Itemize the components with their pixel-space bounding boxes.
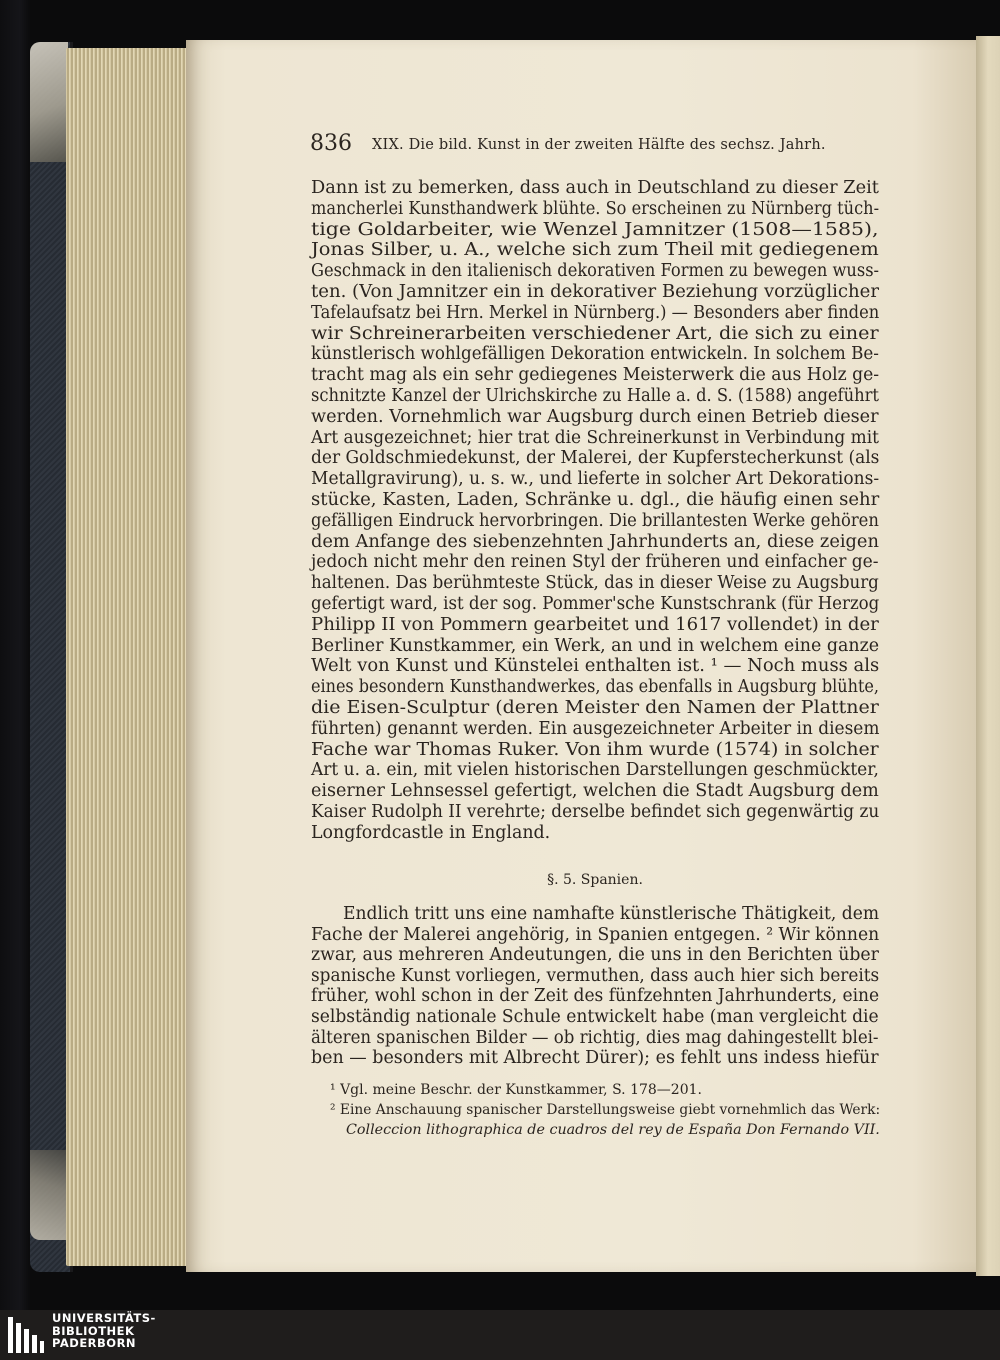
text-line: schnitzte Kanzel der Ulrichskirche zu Halle a. d. S. (1588) angeführt xyxy=(311,386,879,406)
text-line: Endlich tritt uns eine namhafte künstlerische Thätigkeit, dem xyxy=(343,904,880,924)
text-line: ben — besonders mit Albrecht Dürer); es fehlt uns indess hiefür xyxy=(311,1048,879,1069)
library-name-line: BIBLIOTHEK xyxy=(52,1323,135,1338)
text-line: selbständig nationale Schule entwickelt habe (man vergleicht die xyxy=(311,1007,879,1027)
text-line: führten) genannt werden. Ein ausgezeichneter Arbeiter in diesem xyxy=(311,718,880,739)
text-line: Fache der Malerei angehörig, in Spanien entgegen. ² Wir können xyxy=(311,924,880,945)
library-name-line: UNIVERSITÄTS- xyxy=(52,1311,156,1325)
library-logo-icon xyxy=(6,1315,46,1355)
page-edges xyxy=(66,48,188,1266)
text-line: spanische Kunst vorliegen, vermuthen, dass auch hier sich bereits xyxy=(311,965,880,986)
text-line: gefälligen Eindruck hervorbringen. Die brillantesten Werke gehören xyxy=(311,510,879,531)
text-line: mancherlei Kunsthandwerk blühte. So erscheinen zu Nürnberg tüch- xyxy=(311,198,880,219)
text-line: tige Goldarbeiter, wie Wenzel Jamnitzer (1508—1585), xyxy=(311,219,879,240)
text-line: Kaiser Rudolph II verehrte; derselbe befindet sich gegenwärtig zu xyxy=(311,802,880,822)
text-line: Philipp II von Pommern gearbeitet und 1617 vollendet) in der xyxy=(311,614,879,635)
page-header xyxy=(310,131,880,161)
text-line: künstlerisch wohlgefälligen Dekoration entwickeln. In solchem Be- xyxy=(311,344,879,365)
text-line: eines besondern Kunsthandwerkes, das ebenfalls in Augsburg blühte, xyxy=(311,677,879,698)
section-heading: §. 5. Spanien. xyxy=(547,872,643,888)
text-line: Berliner Kunstkammer, ein Werk, an und in welchem eine ganze xyxy=(311,635,880,656)
library-name xyxy=(52,1312,156,1350)
text-line: dem Anfange des siebenzehnten Jahrhunderts an, diese zeigen xyxy=(311,531,879,552)
text-line: Fache war Thomas Ruker. Von ihm wurde (1574) in solcher xyxy=(311,739,879,760)
text-line: Welt von Kunst und Künstelei enthalten ist. ¹ — Noch muss als xyxy=(311,656,880,677)
text-line: zwar, aus mehreren Andeutungen, die uns in den Berichten über xyxy=(311,945,879,966)
text-line: früher, wohl schon in der Zeit des fünfzehnten Jahrhunderts, eine xyxy=(311,986,880,1007)
text-line: der Goldschmiedekunst, der Malerei, der Kupferstecherkunst (als xyxy=(311,448,880,469)
text-line: die Eisen-Sculptur (deren Meister den Namen der Plattner xyxy=(311,698,879,718)
text-line: ten. (Von Jamnitzer ein in dekorativer Beziehung vorzüglicher xyxy=(311,282,879,302)
text-line: Dann ist zu bemerken, dass auch in Deutschland zu dieser Zeit xyxy=(311,178,879,198)
text-line: stücke, Kasten, Laden, Schränke u. dgl., die häufig einen sehr xyxy=(311,490,880,510)
text-line: gefertigt ward, ist der sog. Pommer'sche Kunstschrank (für Herzog xyxy=(311,594,880,614)
library-name-line: PADERBORN xyxy=(52,1336,137,1350)
worn-cover-corner xyxy=(30,1150,68,1240)
footnote-line: ¹ Vgl. meine Beschr. der Kunstkammer, S. 178—201. xyxy=(330,1082,702,1098)
text-line: wir Schreinerarbeiten verschiedener Art, die sich zu einer xyxy=(311,323,879,344)
text-line: Art ausgezeichnet; hier trat die Schreinerkunst in Verbindung mit xyxy=(311,427,879,448)
footnote-line: ² Eine Anschauung spanischer Darstellungsweise giebt vornehmlich das Werk: xyxy=(330,1102,881,1118)
text-line: Longfordcastle in England. xyxy=(311,822,551,843)
footnote-line: Colleccion lithographica de cuadros del rey de España Don Fernando VII. xyxy=(346,1122,880,1138)
worn-cover-corner xyxy=(30,42,68,162)
text-line: haltenen. Das berühmteste Stück, das in dieser Weise zu Augsburg xyxy=(311,573,879,594)
text-line: Jonas Silber, u. A., welche sich zum Theil mit gediegenem xyxy=(311,240,879,261)
text-line: Tafelaufsatz bei Hrn. Merkel in Nürnberg.) — Besonders aber finden xyxy=(311,302,880,323)
text-line: werden. Vornehmlich war Augsburg durch einen Betrieb dieser xyxy=(311,406,879,427)
text-line: älteren spanischen Bilder — ob richtig, dies mag dahingestellt blei- xyxy=(311,1027,879,1048)
text-line: Metallgravirung), u. s. w., und lieferte in solcher Art Dekorations- xyxy=(311,469,880,490)
text-line: Geschmack in den italienisch dekorativen Formen zu bewegen wuss- xyxy=(311,261,880,282)
text-line: jedoch nicht mehr den reinen Styl der früheren und einfacher ge- xyxy=(311,552,879,573)
text-line: eiserner Lehnsessel gefertigt, welchen die Stadt Augsburg dem xyxy=(311,781,879,802)
facing-page-edge xyxy=(976,36,1000,1276)
text-line: tracht mag als ein sehr gediegenes Meisterwerk die aus Holz ge- xyxy=(311,365,880,386)
text-line: Art u. a. ein, mit vielen historischen Darstellungen geschmückter, xyxy=(311,760,879,781)
page-number: 836 xyxy=(310,131,352,156)
running-head: XIX. Die bild. Kunst in der zweiten Hälfte des sechsz. Jahrh. xyxy=(372,137,826,153)
